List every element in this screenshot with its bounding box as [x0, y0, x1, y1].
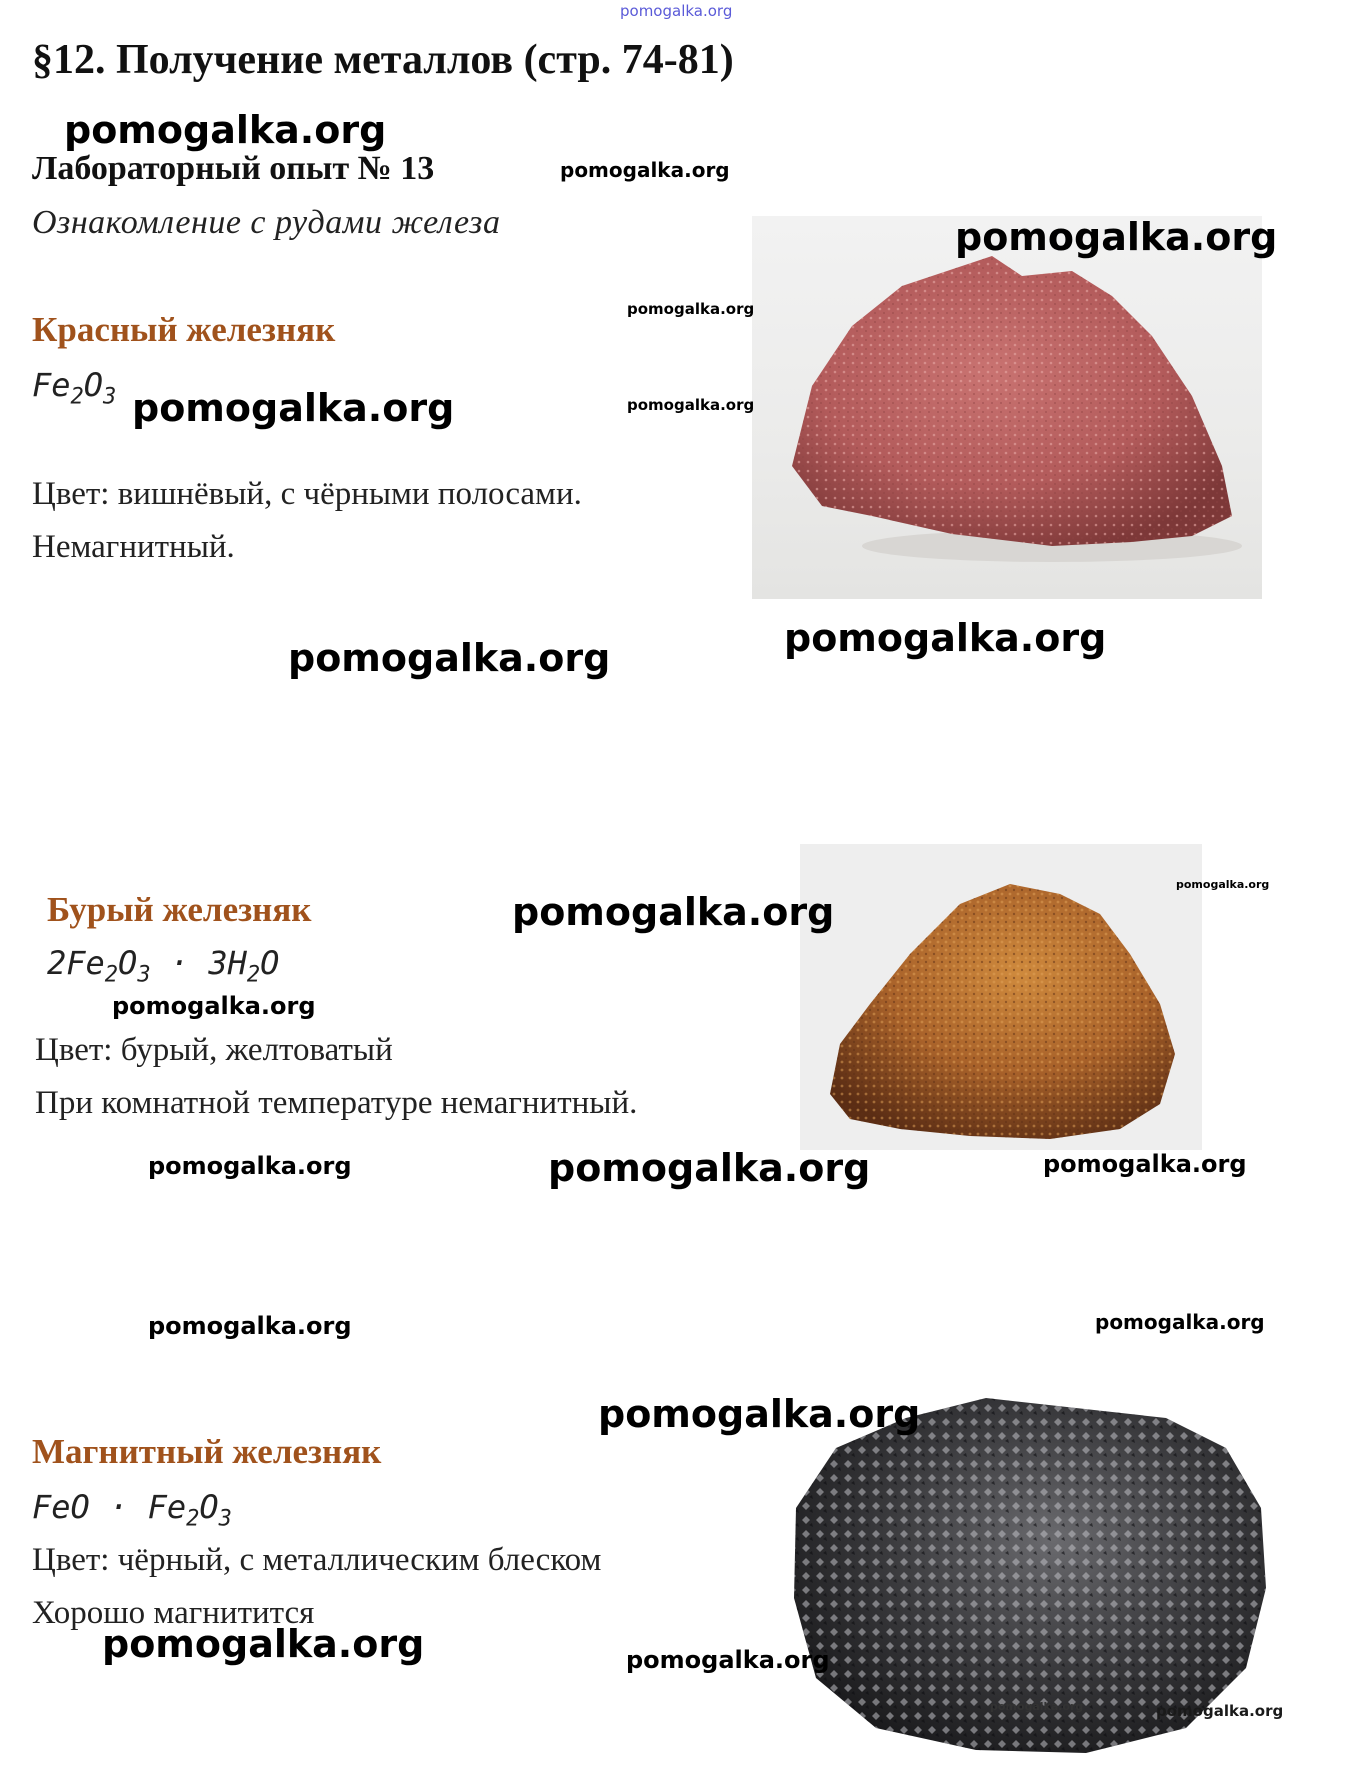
ore-formula-magnetite: FeO · $Fe_2O_3$ [32, 1488, 232, 1532]
watermark: pomogalka.org [1095, 1310, 1265, 1334]
watermark: pomogalka.org [627, 300, 755, 318]
red-hematite-rock-image [752, 216, 1262, 599]
red-hematite-photo [752, 216, 1262, 599]
watermark: pomogalka.org [626, 1646, 830, 1674]
watermark: pomogalka.org [288, 636, 611, 680]
watermark: pomogalka.org [148, 1152, 352, 1180]
watermark: pomogalka.org [955, 215, 1278, 259]
watermark: pomogalka.org [512, 890, 835, 934]
ore-formula-red: $Fe_2O_3$ [32, 366, 117, 410]
watermark: pomogalka.org [990, 1700, 1084, 1713]
ore-desc-magnetite: Цвет: чёрный, с металлическим блеском Хорошо магнитится [32, 1542, 602, 1631]
watermark: pomogalka.org [132, 386, 455, 430]
watermark: pomogalka.org [112, 992, 316, 1020]
ore-heading-red: Красный железняк [32, 310, 336, 349]
brown-limonite-photo [800, 844, 1202, 1150]
watermark: pomogalka.org [1156, 1702, 1284, 1720]
lab-title: Лабораторный опыт № 13 [32, 150, 435, 187]
ore-heading-brown: Бурый железняк [47, 890, 312, 929]
page-title: §12. Получение металлов (стр. 74-81) [32, 37, 734, 83]
watermark: pomogalka.org [560, 158, 730, 182]
watermark: pomogalka.org [148, 1312, 352, 1340]
lab-subtitle: Ознакомление с рудами железа [32, 204, 501, 241]
ore-desc-red: Цвет: вишнёвый, с чёрными полосами. Немагнитный. [32, 476, 582, 565]
watermark: pomogalka.org [102, 1622, 425, 1666]
ore-desc-brown: Цвет: бурый, желтоватый При комнатной температуре немагнитный. [35, 1032, 638, 1121]
watermark: pomogalka.org [548, 1146, 871, 1190]
watermark: pomogalka.org [598, 1392, 921, 1436]
ore-heading-magnetite: Магнитный железняк [32, 1432, 382, 1471]
watermark: pomogalka.org [64, 108, 387, 152]
watermark: pomogalka.org [1176, 878, 1270, 891]
watermark-top: pomogalka.org [620, 2, 733, 20]
watermark: pomogalka.org [784, 616, 1107, 660]
watermark: pomogalka.org [1043, 1150, 1247, 1178]
watermark: pomogalka.org [627, 396, 755, 414]
ore-formula-brown: $2Fe_2O_3 \cdot 3H_2O$ [47, 944, 280, 988]
brown-limonite-rock-image [800, 844, 1202, 1150]
